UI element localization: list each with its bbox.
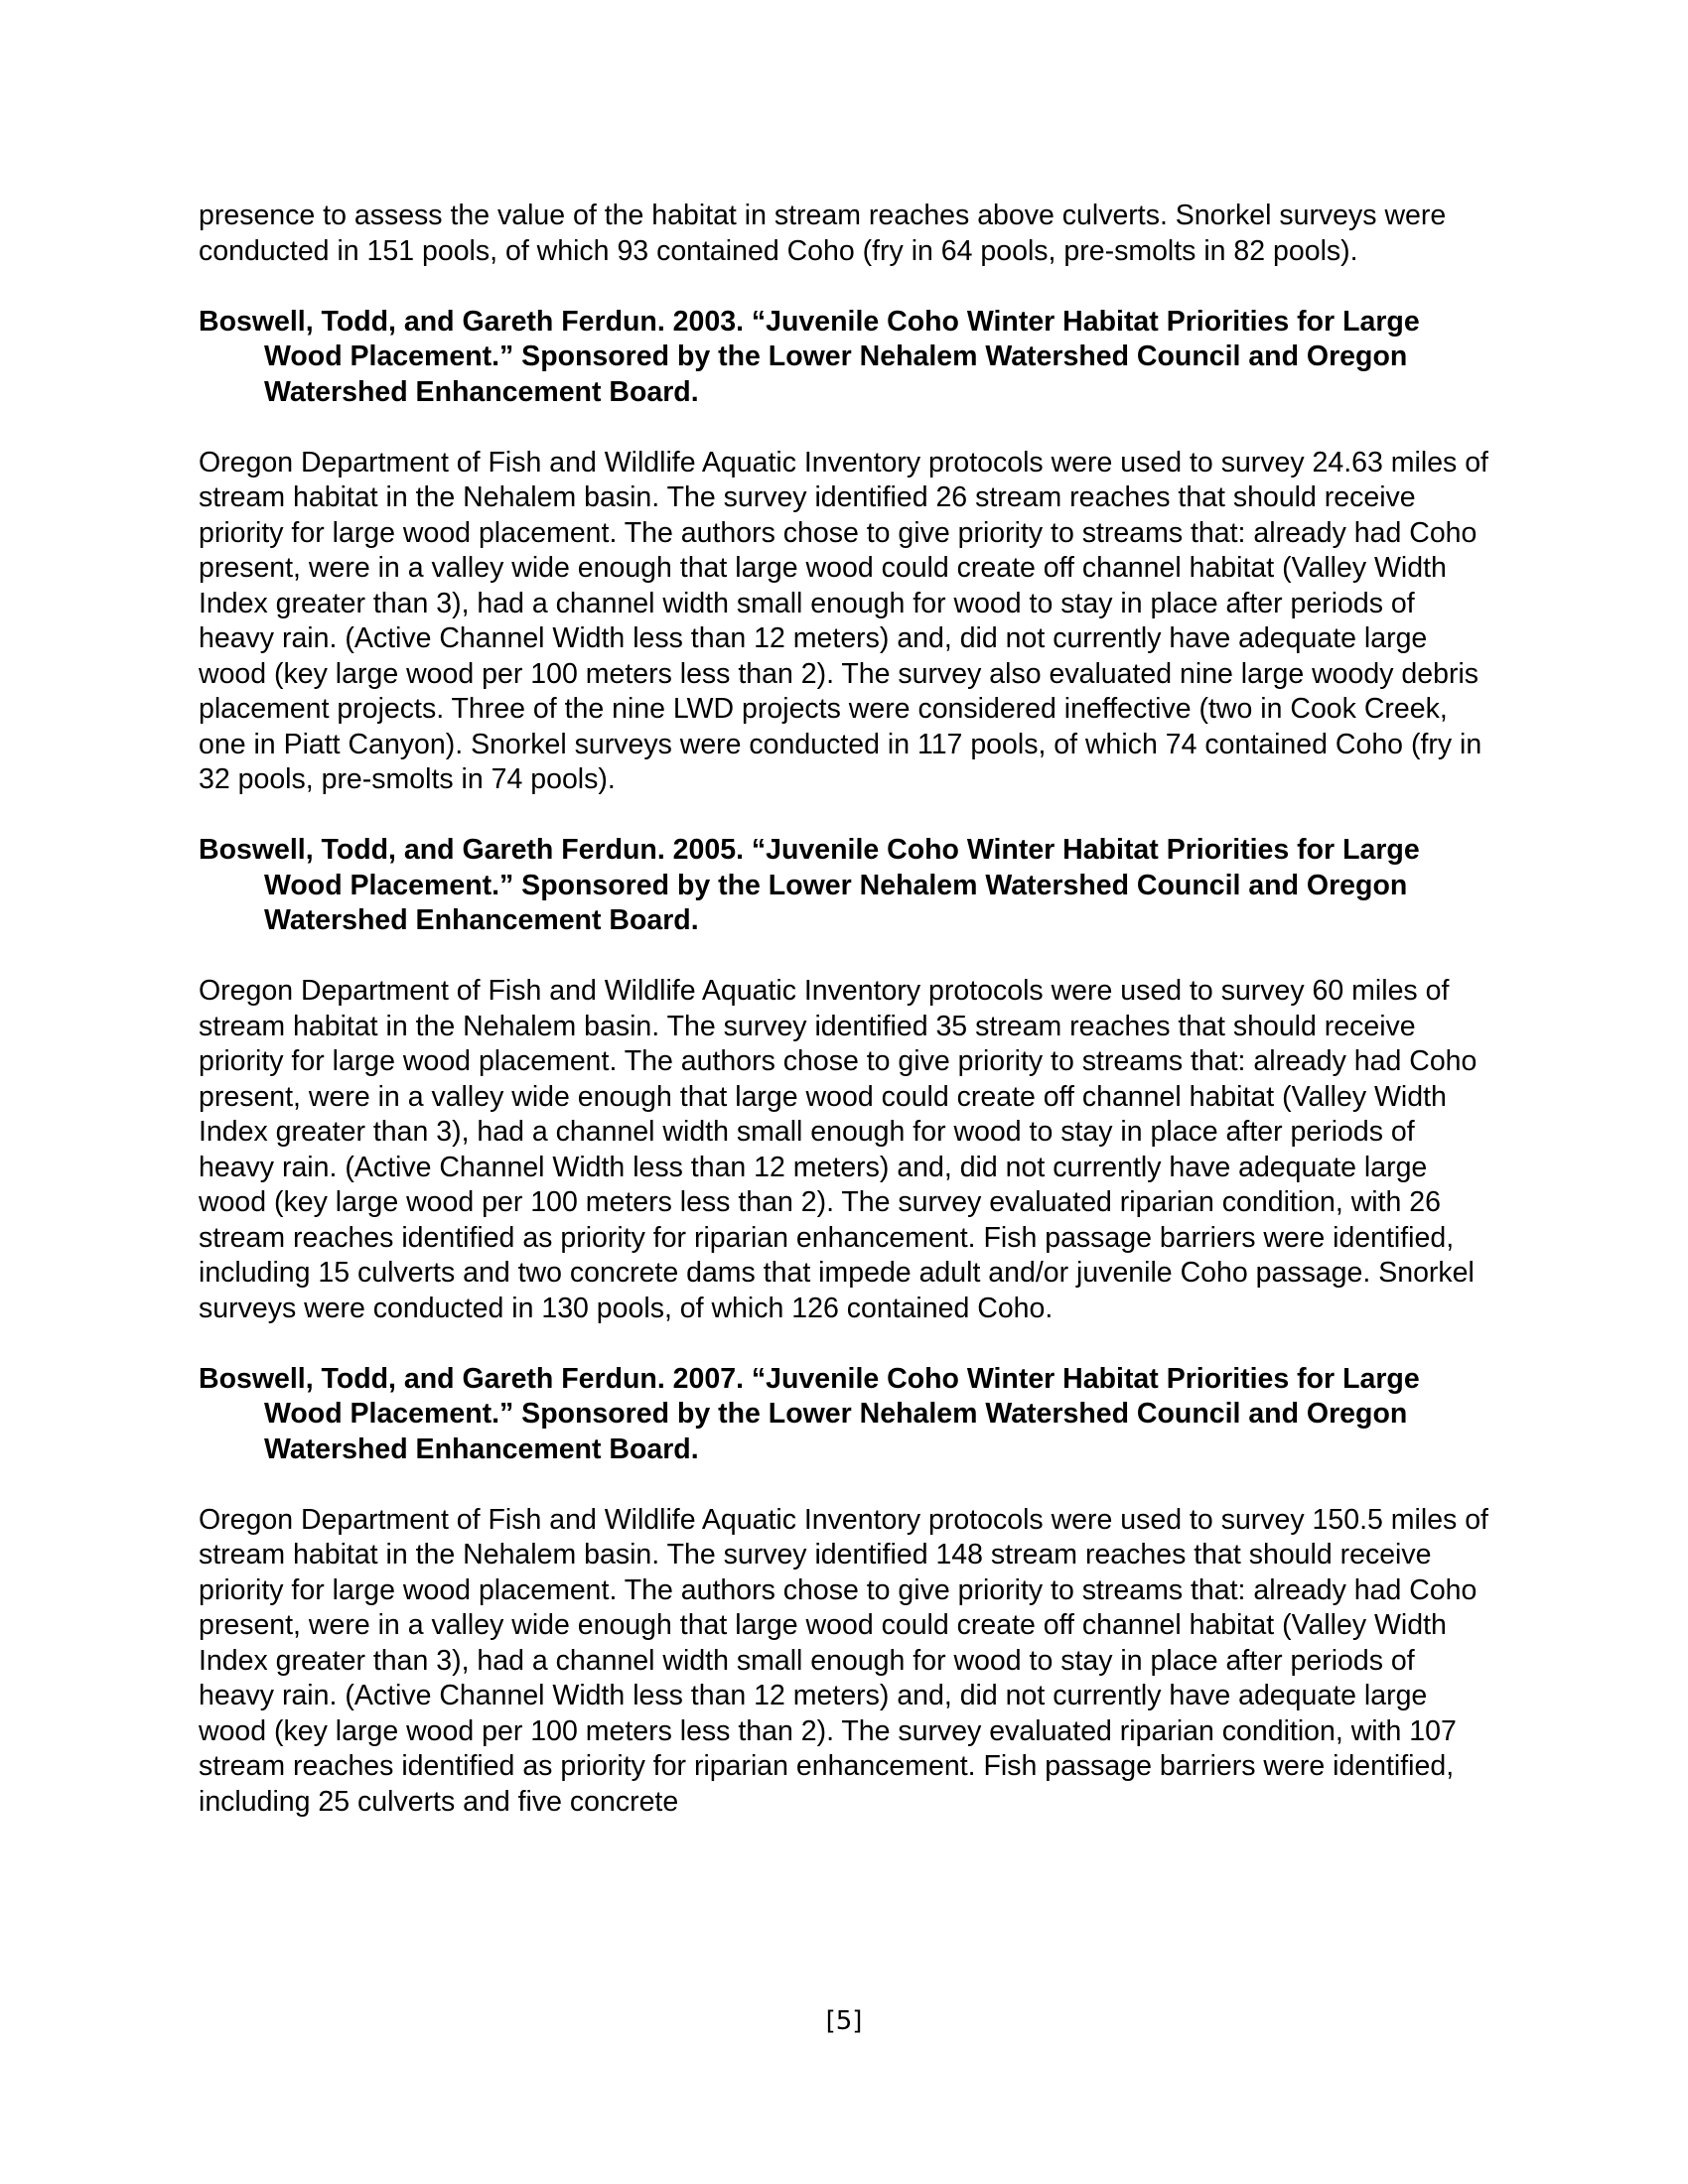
- citation-2003: Boswell, Todd, and Gareth Ferdun. 2003. “Juvenile Coho Winter Habitat Priorities for Large Wood Placement.” Sponsored by the Lower Nehalem Watershed Council and Oregon Watershed Enhancement Board.: [199, 305, 1420, 408]
- document-page: [199, 199, 1489, 1820]
- spacer: [199, 798, 1489, 834]
- citation-2005: Boswell, Todd, and Gareth Ferdun. 2005. “Juvenile Coho Winter Habitat Priorities for Large Wood Placement.” Sponsored by the Lower Nehalem Watershed Council and Oregon Watershed Enhancement Board.: [199, 834, 1420, 936]
- summary-2007: Oregon Department of Fish and Wildlife Aquatic Inventory protocols were used to survey 150.5 miles of stream habitat in the Nehalem basin. The survey identified 148 stream reaches that should receive priority for large wood placement. The authors chose to give priority to streams that: already had Coho present, were in a valley wide enough that large wood could create off channel habitat (Valley Width Index greater than 3), had a channel width small enough for wood to stay in place after periods of heavy rain. (Active Channel Width less than 12 meters) and, did not currently have adequate large wood (key large wood per 100 meters less than 2). The survey evaluated riparian condition, with 107 stream reaches identified as priority for riparian enhancement. Fish passage barriers were identified, including 25 culverts and five concrete: [199, 1503, 1488, 1818]
- citation-2007: Boswell, Todd, and Gareth Ferdun. 2007. “Juvenile Coho Winter Habitat Priorities for Large Wood Placement.” Sponsored by the Lower Nehalem Watershed Council and Oregon Watershed Enhancement Board.: [199, 1362, 1420, 1465]
- spacer: [199, 939, 1489, 975]
- page-number: [5]: [825, 2006, 863, 2036]
- spacer: [199, 1467, 1489, 1503]
- spacer: [199, 1326, 1489, 1362]
- spacer: [199, 269, 1489, 305]
- summary-2003: Oregon Department of Fish and Wildlife Aquatic Inventory protocols were used to survey 24.63 miles of stream habitat in the Nehalem basin. The survey identified 26 stream reaches that should receive priority for large wood placement. The authors chose to give priority to streams that: already had Coho present, were in a valley wide enough that large wood could create off channel habitat (Valley Width Index greater than 3), had a channel width small enough for wood to stay in place after periods of heavy rain. (Active Channel Width less than 12 meters) and, did not currently have adequate large wood (key large wood per 100 meters less than 2). The survey also evaluated nine large woody debris placement projects. Three of the nine LWD projects were considered ineffective (two in Cook Creek, one in Piatt Canyon). Snorkel surveys were conducted in 117 pools, of which 74 contained Coho (fry in 32 pools, pre-smolts in 74 pools).: [199, 446, 1488, 795]
- summary-2005: Oregon Department of Fish and Wildlife Aquatic Inventory protocols were used to survey 60 miles of stream habitat in the Nehalem basin. The survey identified 35 stream reaches that should receive priority for large wood placement. The authors chose to give priority to streams that: already had Coho present, were in a valley wide enough that large wood could create off channel habitat (Valley Width Index greater than 3), had a channel width small enough for wood to stay in place after periods of heavy rain. (Active Channel Width less than 12 meters) and, did not currently have adequate large wood (key large wood per 100 meters less than 2). The survey evaluated riparian condition, with 26 stream reaches identified as priority for riparian enhancement. Fish passage barriers were identified, including 15 culverts and two concrete dams that impede adult and/or juvenile Coho passage. Snorkel surveys were conducted in 130 pools, of which 126 contained Coho.: [199, 975, 1477, 1324]
- spacer: [199, 410, 1489, 446]
- intro-paragraph: presence to assess the value of the habitat in stream reaches above culverts. Snorkel surveys were conducted in 151 pools, of which 93 contained Coho (fry in 64 pools, pre-smolts in 82 pools).: [199, 200, 1447, 267]
